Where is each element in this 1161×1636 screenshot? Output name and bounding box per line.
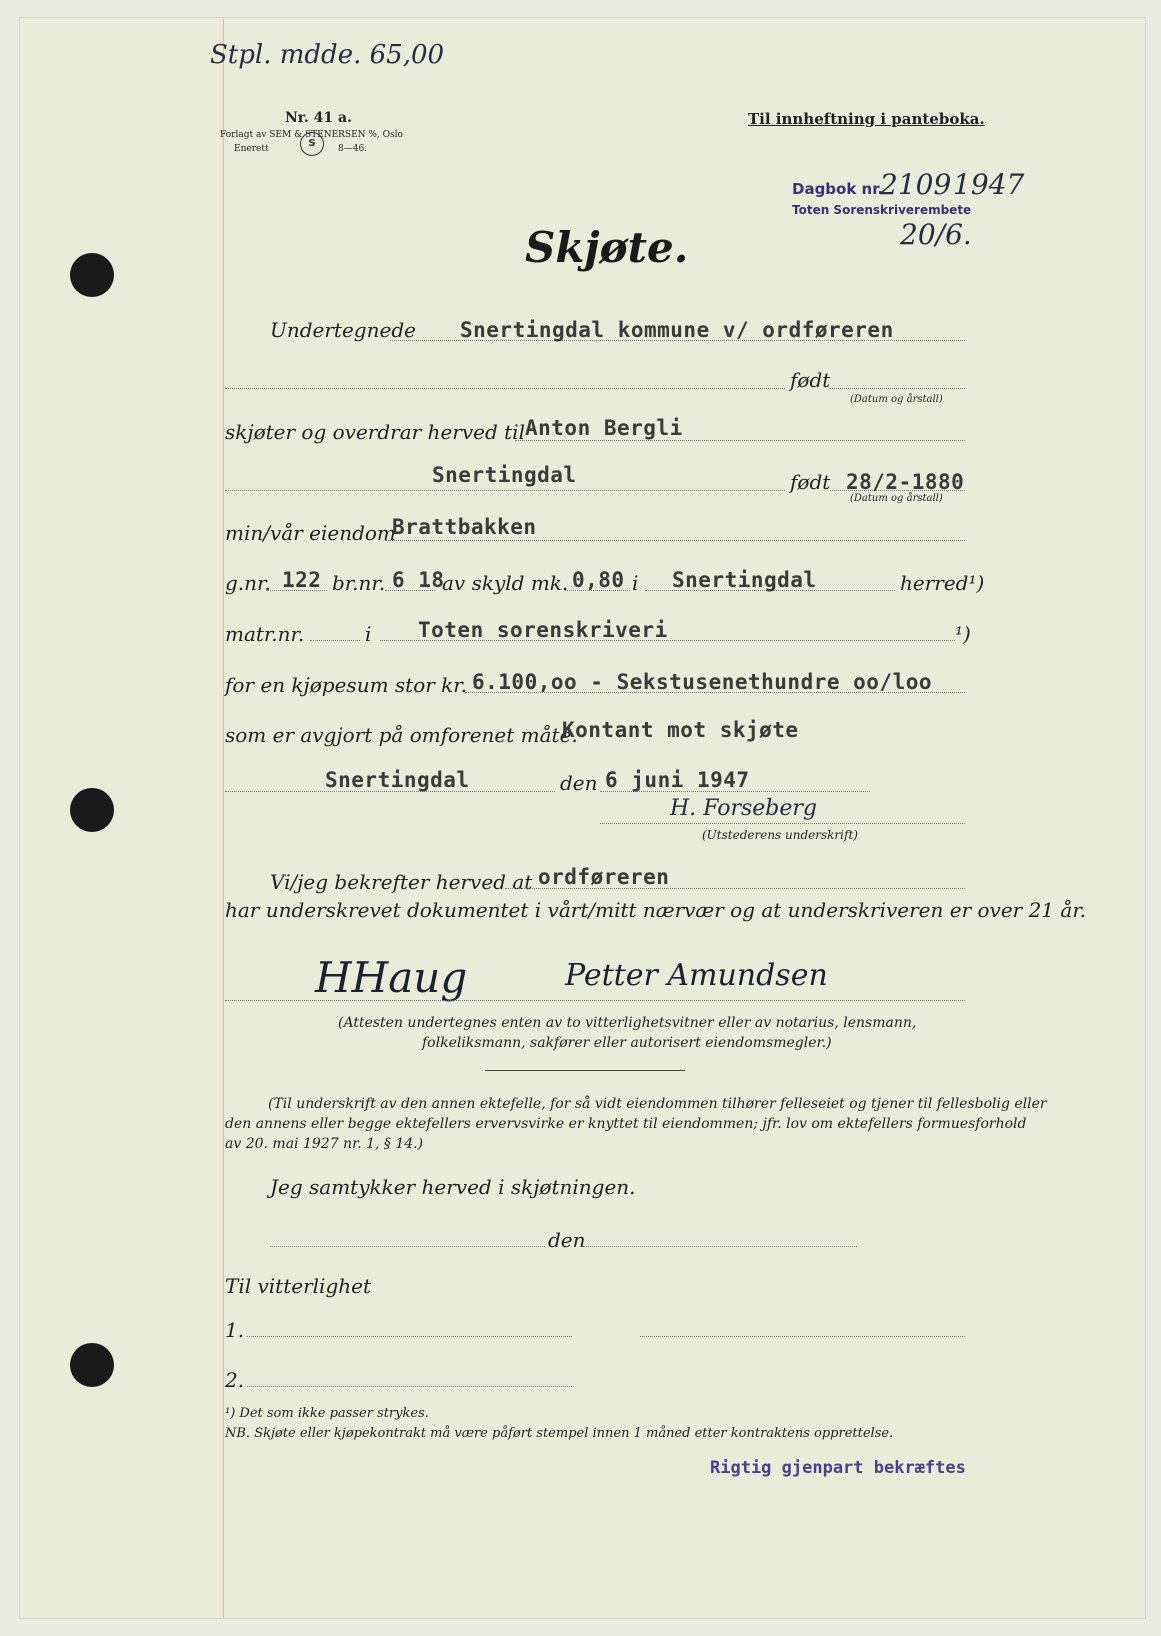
buyer-place: Snertingdal xyxy=(432,463,577,487)
spouse-consent: Jeg samtykker herved i skjøtningen. xyxy=(270,1175,636,1199)
utsteder-hint: (Utstederens underskrift) xyxy=(702,828,858,842)
publisher-line: Forlagt av SEM & STENERSEN %, Oslo xyxy=(220,130,403,140)
issuer-signature: H. Forseberg xyxy=(670,796,818,821)
dagbok-year: 1947 xyxy=(953,168,1025,201)
i-label: i xyxy=(632,571,639,595)
witness-note-1: (Attesten undertegnes enten av to vitterlighetsvitner eller av notarius, lensmann, xyxy=(338,1015,917,1031)
witness-note-2: folkeliksmann, sakfører eller autorisert eiendomsmegler.) xyxy=(422,1035,832,1051)
dotted-line xyxy=(600,823,965,824)
avgjort-label: som er avgjort på omforenet måte. xyxy=(225,723,578,747)
court-district: Toten sorenskriveri xyxy=(418,618,668,642)
dotted-line xyxy=(582,1246,857,1247)
spouse-den-label: den xyxy=(548,1228,586,1252)
signing-place: Snertingdal xyxy=(325,768,470,792)
form-number: Nr. 41 a. xyxy=(285,110,352,126)
witness-number-1: 1. xyxy=(225,1318,245,1342)
gnr-value: 122 xyxy=(282,568,322,592)
brnr-label: br.nr. xyxy=(332,571,386,595)
witness-signature-1: HHaug xyxy=(315,953,468,1002)
witness-number-2: 2. xyxy=(225,1368,245,1392)
matr-i-label: i xyxy=(365,622,372,646)
gnr-label: g.nr. xyxy=(225,571,271,595)
separator-line xyxy=(485,1070,685,1071)
seller-name: Snertingdal kommune v/ ordføreren xyxy=(460,318,894,342)
dotted-line xyxy=(310,640,360,641)
spouse-note-1: (Til underskrift av den annen ektefelle, for så vidt eiendommen tilhører felleseiet og tjener til fellesbolig eller xyxy=(268,1096,1047,1112)
payment-terms: Kontant mot skjøte xyxy=(562,718,799,742)
eiendom-label: min/vår eiendom xyxy=(225,521,396,545)
skjoter-label: skjøter og overdrar herved til xyxy=(225,420,525,444)
vitterlighet-label: Til vitterlighet xyxy=(225,1274,372,1298)
handwritten-fee-note: Stpl. mdde. 65,00 xyxy=(210,40,445,70)
herred-label: herred¹) xyxy=(900,571,985,595)
signing-date: 6 juni 1947 xyxy=(605,768,750,792)
witness-subject: ordføreren xyxy=(538,865,670,889)
dotted-line xyxy=(640,1336,965,1337)
spouse-note-2: den annens eller begge ektefellers ervervsvirke er knyttet til eiendommen; jfr. lov om ektefellers formuesforhold xyxy=(225,1116,1027,1132)
registration-date: 20/6. xyxy=(900,218,972,251)
fodt-label: født xyxy=(790,368,831,392)
dotted-line xyxy=(247,1336,572,1337)
dagbok-number: 2109 xyxy=(880,168,952,201)
dagbok-label: Dagbok nr. xyxy=(792,180,884,198)
registry-office: Toten Sorenskriverembete xyxy=(792,203,972,217)
dotted-line xyxy=(225,1000,965,1001)
herred-value: Snertingdal xyxy=(672,568,817,592)
nb-note: NB. Skjøte eller kjøpekontrakt må være påført stempel innen 1 måned etter kontraktens opprettelse. xyxy=(225,1426,894,1441)
dotted-line xyxy=(225,490,785,491)
exclusive-line: Enerett xyxy=(234,144,269,154)
spouse-note-3: av 20. mai 1927 nr. 1, § 14.) xyxy=(225,1136,424,1152)
edition-number: 8—46. xyxy=(338,144,368,154)
margin-line xyxy=(223,18,224,1618)
skyld-label: av skyld mk. xyxy=(442,571,569,595)
publisher-logo-icon: S xyxy=(300,132,324,156)
witness-signature-2: Petter Amundsen xyxy=(565,958,828,993)
buyer-name: Anton Bergli xyxy=(525,416,683,440)
punch-hole xyxy=(70,788,114,832)
bekrefter-label: Vi/jeg bekrefter herved at xyxy=(270,870,533,894)
dotted-line xyxy=(515,440,965,441)
matr-suffix: ¹) xyxy=(955,622,971,646)
undertegnede-label: Undertegnede xyxy=(270,318,416,342)
document-title: Skjøte. xyxy=(525,223,689,272)
fodt-label-2: født xyxy=(790,470,831,494)
witness-statement: har underskrevet dokumentet i vårt/mitt nærvær og at underskriveren er over 21 år. xyxy=(225,898,1087,922)
dotted-line xyxy=(247,1386,572,1387)
copy-confirmation-stamp: Rigtig gjenpart bekræftes xyxy=(710,1458,966,1478)
brnr-value: 6 18 xyxy=(392,568,445,592)
punch-hole xyxy=(70,1343,114,1387)
dotted-line xyxy=(270,1246,545,1247)
punch-hole xyxy=(70,253,114,297)
footnote: ¹) Det som ikke passer strykes. xyxy=(225,1406,429,1421)
filing-note: Til innheftning i panteboka. xyxy=(748,110,985,128)
matr-label: matr.nr. xyxy=(225,622,305,646)
dotted-line xyxy=(830,388,965,389)
datum-hint-2: (Datum og årstall) xyxy=(850,493,943,504)
dotted-line xyxy=(225,388,785,389)
purchase-price: 6.100,oo - Sekstusenethundre oo/loo xyxy=(472,670,933,694)
dotted-line xyxy=(385,540,965,541)
datum-hint: (Datum og årstall) xyxy=(850,394,943,405)
document-page xyxy=(20,18,1145,1618)
den-label: den xyxy=(560,771,598,795)
kjopesum-label: for en kjøpesum stor kr. xyxy=(225,673,468,697)
buyer-born: 28/2-1880 xyxy=(846,470,965,494)
skyld-value: 0,80 xyxy=(572,568,625,592)
property-name: Brattbakken xyxy=(392,515,537,539)
